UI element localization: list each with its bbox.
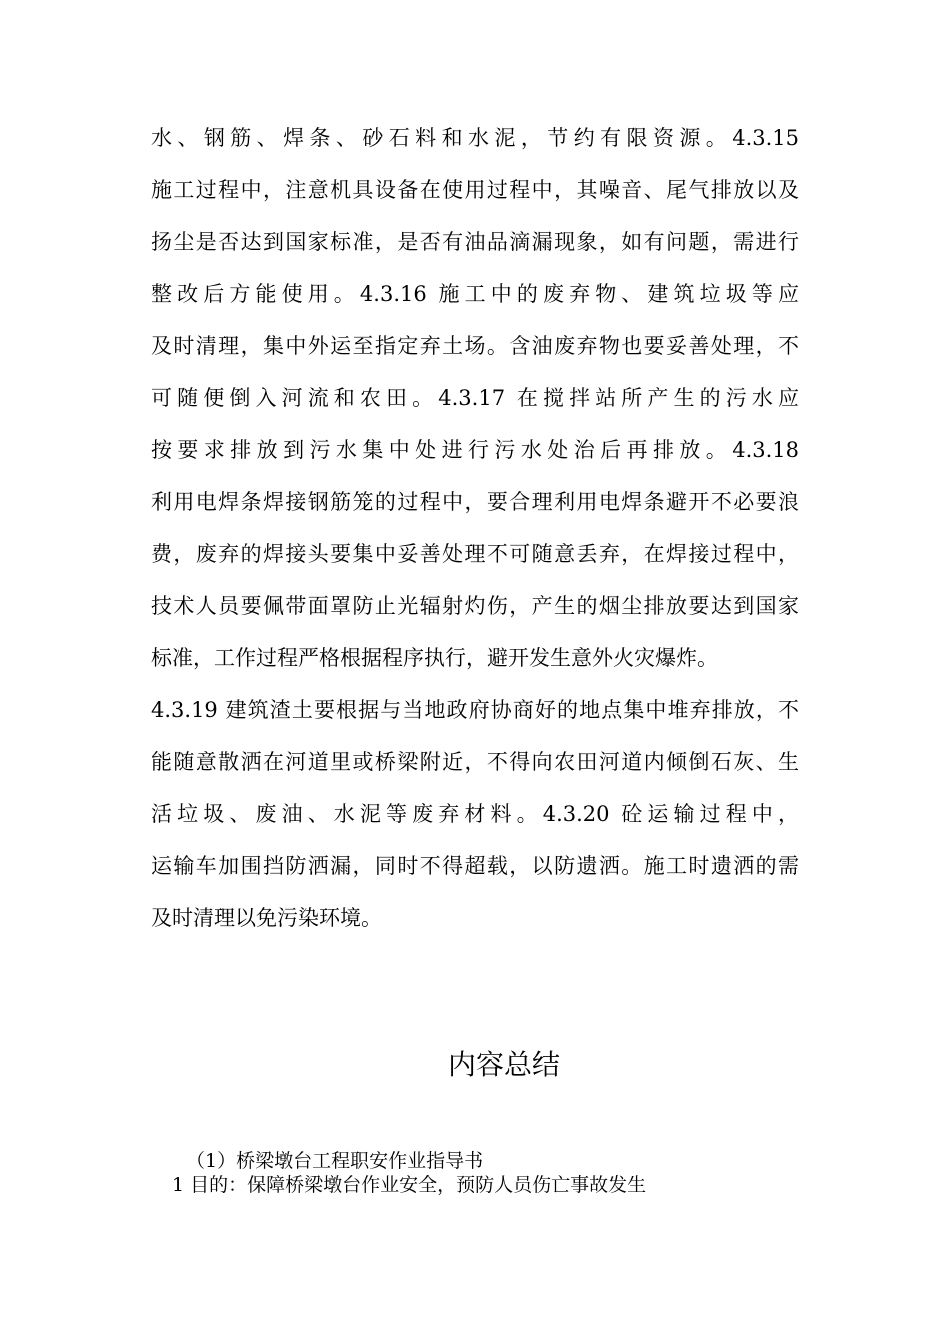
- section-text: 4.3.16 施工中的废弃物、建筑垃圾等应: [359, 282, 799, 306]
- paragraph-line: [151, 684, 799, 736]
- line-text: 及时清理，集中外运至指定弃土场。含油废弃物也要妥善处理，不: [151, 334, 799, 358]
- paragraph-line: [151, 840, 799, 892]
- line-text: 技术人员要佩带面罩防止光辐射灼伤，产生的烟尘排放要达到国家: [151, 594, 799, 618]
- line-text: 运输车加围挡防洒漏，同时不得超载，以防遗洒。施工时遗洒的需: [151, 854, 799, 878]
- section-number: 4.3.15: [732, 126, 799, 150]
- line-text: 能随意散洒在河道里或桥梁附近，不得向农田河道内倾倒石灰、生: [151, 750, 799, 774]
- paragraph-line: [151, 788, 799, 840]
- section-number: 4.3.18: [732, 438, 799, 462]
- paragraph-line: [151, 528, 799, 580]
- line-text: 费，废弃的焊接头要集中妥善处理不可随意丢弃，在焊接过程中，: [151, 542, 799, 566]
- section-text: 4.3.17 在搅拌站所产生的污水应: [438, 386, 799, 410]
- line-text: 整改后方能使用。: [151, 282, 360, 306]
- paragraph-line: [151, 476, 799, 528]
- line-text: 按要求排放到污水集中处进行污水处治后再排放。: [151, 438, 733, 462]
- line-text: 水、钢筋、焊条、砂石料和水泥，节约有限资源。: [151, 126, 733, 150]
- paragraph-line: [151, 372, 799, 424]
- line-text: 施工过程中，注意机具设备在使用过程中，其噪音、尾气排放以及: [151, 178, 799, 202]
- line-text: 及时清理以免污染环境。: [151, 906, 382, 930]
- paragraph-line: [151, 632, 799, 684]
- paragraph-line: [151, 112, 799, 164]
- line-text: 活垃圾、废油、水泥等废弃材料。: [151, 802, 543, 826]
- line-text: 利用电焊条焊接钢筋笼的过程中，要合理利用电焊条避开不必要浪: [151, 490, 799, 514]
- summary-title: 内容总结: [447, 1048, 560, 1081]
- paragraph-line: [151, 320, 799, 372]
- paragraph-line: [151, 580, 799, 632]
- line-text: 可随便倒入河流和农田。: [151, 386, 439, 410]
- paragraph-line: [151, 216, 799, 268]
- summary-item-purpose: 1 目的：保障桥梁墩台作业安全，预防人员伤亡事故发生: [172, 1174, 647, 1196]
- paragraph-line: [151, 268, 799, 320]
- paragraph-line: [151, 892, 799, 944]
- paragraph-line: [151, 164, 799, 216]
- line-text: 标准，工作过程严格根据程序执行，避开发生意外火灾爆炸。: [151, 646, 718, 670]
- line-text: 扬尘是否达到国家标准，是否有油品滴漏现象，如有问题，需进行: [151, 230, 799, 254]
- summary-item-title: （1）桥梁墩台工程职安作业指导书: [186, 1150, 484, 1172]
- line-text: 4.3.19 建筑渣土要根据与当地政府协商好的地点集中堆弃排放，不: [151, 698, 799, 722]
- paragraph-line: [151, 736, 799, 788]
- section-text: 4.3.20 砼运输过程中，: [542, 802, 799, 826]
- paragraph-line: [151, 424, 799, 476]
